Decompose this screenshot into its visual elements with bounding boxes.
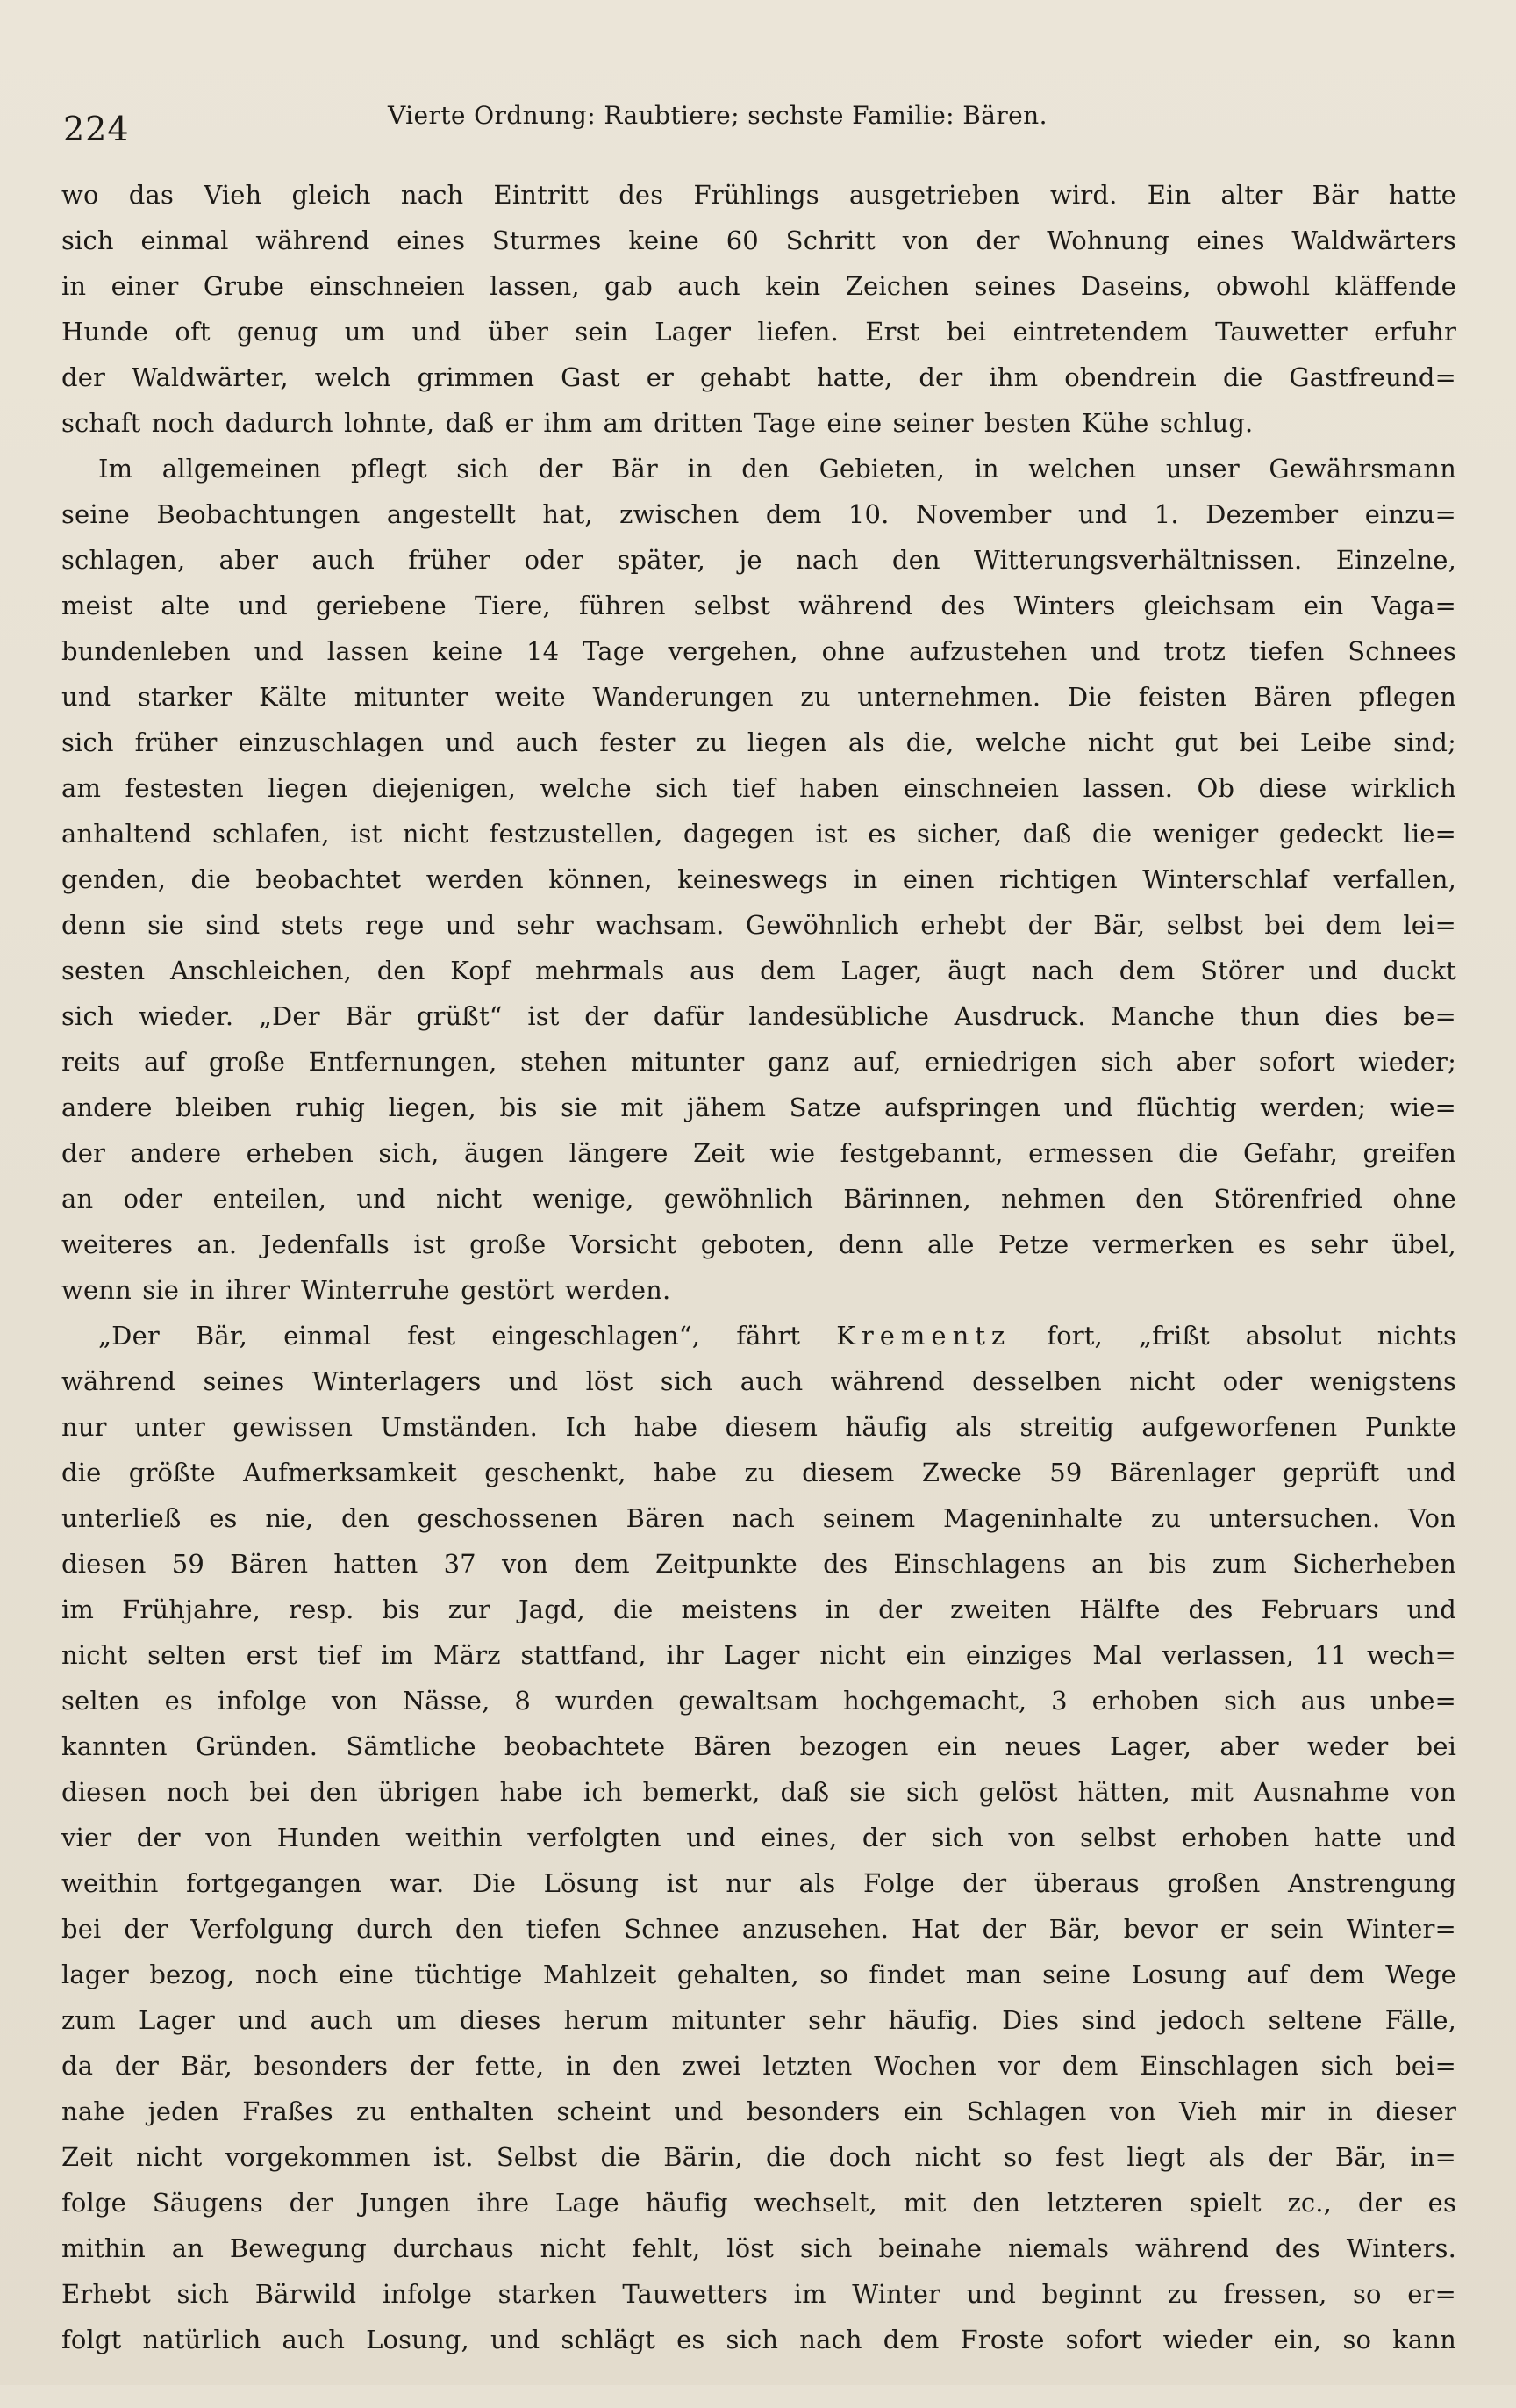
text-line: seine Beobachtungen angestellt hat, zwischen dem 10. November und 1. Dezember einzu=	[61, 499, 1456, 529]
text-line: meist alte und geriebene Tiere, führen selbst während des Winters gleichsam ein Vaga=	[61, 591, 1456, 620]
text-line: folgt natürlich auch Losung, und schlägt es sich nach dem Froste sofort wieder ein, so kann	[61, 2325, 1456, 2354]
text-line: im Frühjahre, resp. bis zur Jagd, die meistens in der zweiten Hälfte des Februars und	[61, 1595, 1456, 1624]
text-line: vier der von Hunden weithin verfolgten und eines, der sich von selbst erhoben hatte und	[61, 1823, 1456, 1853]
running-head: Vierte Ordnung: Raubtiere; sechste Familie: Bären.	[388, 101, 1048, 130]
page-header	[63, 95, 1458, 147]
text-line: an oder enteilen, und nicht wenige, gewöhnlich Bärinnen, nehmen den Störenfried ohne	[61, 1184, 1456, 1214]
text-line: nahe jeden Fraßes zu enthalten scheint und besonders ein Schlagen von Vieh mir in dieser	[61, 2096, 1456, 2126]
text-line: unterließ es nie, den geschossenen Bären nach seinem Mageninhalte zu untersuchen. Von	[61, 1503, 1456, 1533]
quote-continuation: fort, „frißt absolut nichts	[1047, 1321, 1456, 1351]
text-line: sich einmal während eines Sturmes keine 60 Schritt von der Wohnung eines Waldwärters	[61, 226, 1456, 255]
text-line: wo das Vieh gleich nach Eintritt des Frühlings ausgetrieben wird. Ein alter Bär hatte	[61, 180, 1456, 210]
text-line	[61, 2362, 1456, 2408]
text-line: in einer Grube einschneien lassen, gab auch kein Zeichen seines Daseins, obwohl kläffende	[61, 271, 1456, 301]
text-line: bei der Verfolgung durch den tiefen Schnee anzusehen. Hat der Bär, bevor er sein Winter=	[61, 1914, 1456, 1944]
text-line: diesen noch bei den übrigen habe ich bemerkt, daß sie sich gelöst hätten, mit Ausnahme von	[61, 1777, 1456, 1807]
text-line: Hunde oft genug um und über sein Lager liefen. Erst bei eintretendem Tauwetter erfuhr	[61, 317, 1456, 347]
text-line: diesen 59 Bären hatten 37 von dem Zeitpunkte des Einschlagens an bis zum Sicherheben	[61, 1549, 1456, 1579]
text-line: bundenleben und lassen keine 14 Tage vergehen, ohne aufzustehen und trotz tiefen Schnees	[61, 636, 1456, 666]
body-text	[61, 172, 1456, 2408]
text-line: wenn sie in ihrer Winterruhe gestört werden.	[61, 1275, 671, 1305]
text-line: folge Säugens der Jungen ihre Lage häufig wechselt, mit den letzteren spielt zc., der es	[61, 2188, 1456, 2218]
text-line: der andere erheben sich, äugen längere Zeit wie festgebannt, ermessen die Gefahr, greifen	[61, 1138, 1456, 1168]
text-line: während seines Winterlagers und löst sich auch während desselben nicht oder wenigstens	[61, 1366, 1456, 1396]
text-line: kannten Gründen. Sämtliche beobachtete Bären bezogen ein neues Lager, aber weder bei	[61, 1731, 1456, 1761]
paragraph-start-line: Im allgemeinen pflegt sich der Bär in den Gebieten, in welchen unser Gewährsmann	[98, 454, 1456, 484]
text-line: und starker Kälte mitunter weite Wanderungen zu unternehmen. Die feisten Bären pflegen	[61, 682, 1456, 712]
text-line: mithin an Bewegung durchaus nicht fehlt, löst sich beinahe niemals während des Winters.	[61, 2233, 1456, 2263]
text-line: andere bleiben ruhig liegen, bis sie mit jähem Satze aufspringen und flüchtig werden; wie=	[61, 1093, 1456, 1122]
page-number: 224	[63, 110, 130, 148]
text-line: Zeit nicht vorgekommen ist. Selbst die Bärin, die doch nicht so fest liegt als der Bär, in=	[61, 2142, 1456, 2172]
text-line: anhaltend schlafen, ist nicht festzustellen, dagegen ist es sicher, daß die weniger gedeckt lie=	[61, 819, 1456, 849]
text-line: selten es infolge von Nässe, 8 wurden gewaltsam hochgemacht, 3 erhoben sich aus unbe=	[61, 1686, 1456, 1716]
text-line: die größte Aufmerksamkeit geschenkt, habe zu diesem Zwecke 59 Bärenlager geprüft und	[61, 1458, 1456, 1487]
text-line: reits auf große Entfernungen, stehen mitunter ganz auf, erniedrigen sich aber sofort wieder;	[61, 1047, 1456, 1077]
text-line: der Waldwärter, welch grimmen Gast er gehabt hatte, der ihm obendrein die Gastfreund=	[61, 362, 1456, 392]
text-line: nur unter gewissen Umständen. Ich habe diesem häufig als streitig aufgeworfenen Punkte	[61, 1412, 1456, 1442]
text-line: da der Bär, besonders der fette, in den zwei letzten Wochen vor dem Einschlagen sich bei=	[61, 2051, 1456, 2081]
text-line: Erhebt sich Bärwild infolge starken Tauwetters im Winter und beginnt zu fressen, so er=	[61, 2279, 1456, 2309]
text-line: denn sie sind stets rege und sehr wachsam. Gewöhnlich erhebt der Bär, selbst bei dem lei=	[61, 910, 1456, 940]
text-line: weithin fortgegangen war. Die Lösung ist nur als Folge der überaus großen Anstrengung	[61, 1868, 1456, 1898]
text-line: schaft noch dadurch lohnte, daß er ihm am dritten Tage eine seiner besten Kühe schlug.	[61, 408, 1254, 438]
paragraph-start-line	[61, 1313, 1456, 1358]
text-line: zum Lager und auch um dieses herum mitunter sehr häufig. Dies sind jedoch seltene Fälle,	[61, 2005, 1456, 2035]
text-line: sich früher einzuschlagen und auch fester zu liegen als die, welche nicht gut bei Leibe sind;	[61, 727, 1456, 757]
text-line: weiteres an. Jedenfalls ist große Vorsicht geboten, denn alle Petze vermerken es sehr übel,	[61, 1229, 1456, 1259]
text-line: am festesten liegen diejenigen, welche sich tief haben einschneien lassen. Ob diese wirklich	[61, 773, 1456, 803]
text-line: genden, die beobachtet werden können, keineswegs in einen richtigen Winterschlaf verfallen,	[61, 864, 1456, 894]
text-line: nicht selten erst tief im März stattfand, ihr Lager nicht ein einziges Mal verlassen, 11 wech=	[61, 1640, 1456, 1670]
text-line: schlagen, aber auch früher oder später, je nach den Witterungsverhältnissen. Einzelne,	[61, 545, 1456, 575]
quote-intro: „Der Bär, einmal fest eingeschlagen“, fährt	[98, 1321, 801, 1351]
author-name: Krementz	[836, 1321, 1012, 1351]
text-line: sesten Anschleichen, den Kopf mehrmals aus dem Lager, äugt nach dem Störer und duckt	[61, 956, 1456, 985]
text-line: lager bezog, noch eine tüchtige Mahlzeit gehalten, so findet man seine Losung auf dem Wege	[61, 1960, 1456, 1989]
text-line: sich wieder. „Der Bär grüßt“ ist der dafür landesübliche Ausdruck. Manche thun dies be=	[61, 1001, 1456, 1031]
